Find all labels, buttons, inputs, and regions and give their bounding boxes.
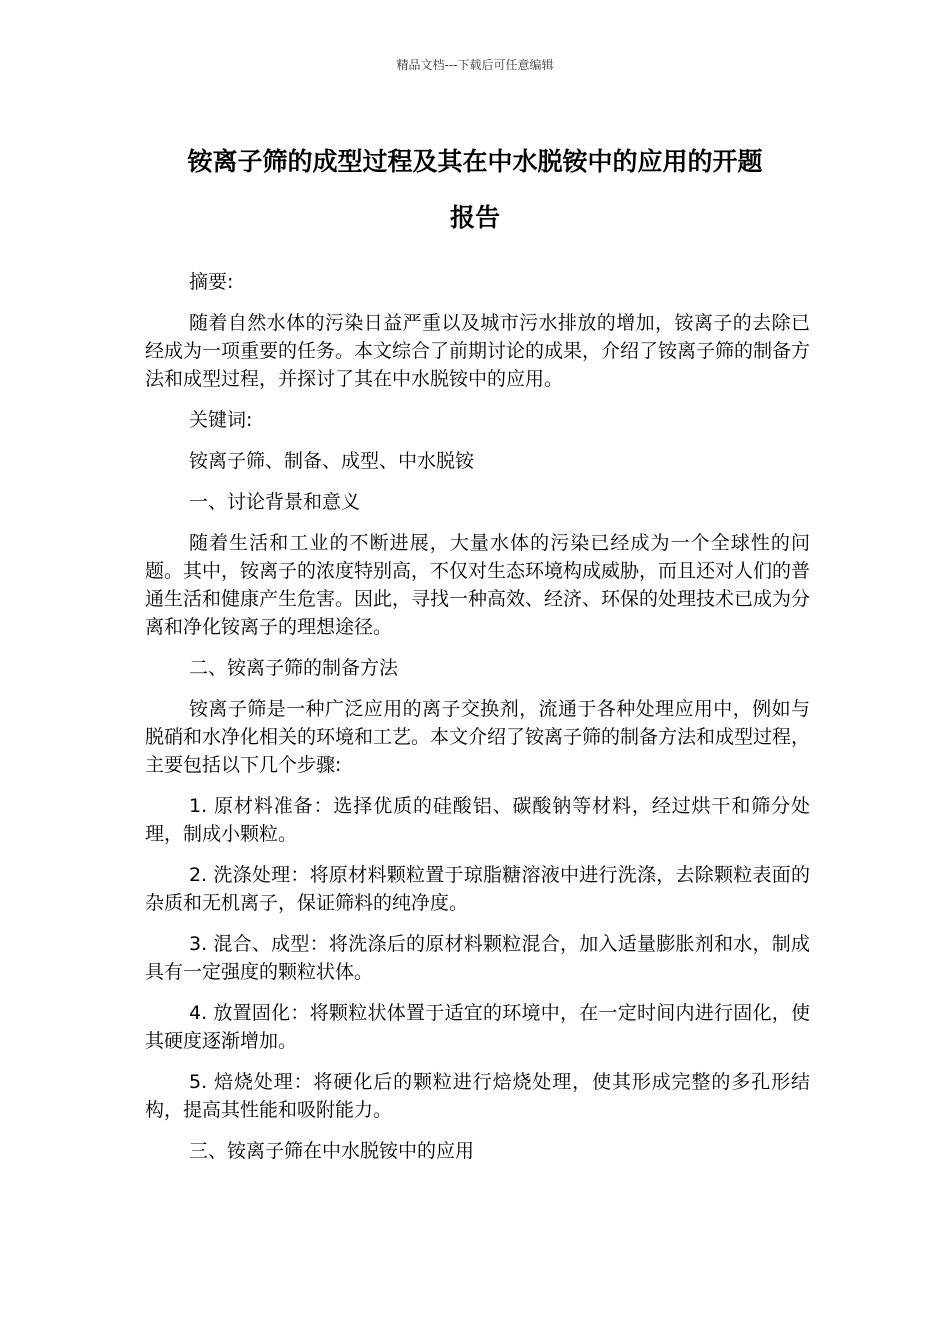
keywords-list: 铵离子筛、制备、成型、中水脱铵 (189, 450, 475, 472)
step-1-paragraph: 1. 原材料准备：选择优质的硅酸铝、碳酸钠等材料，经过烘干和筛分处理，制成小颗粒。 (145, 795, 810, 845)
keywords-label: 关键词: (189, 409, 253, 431)
step-2-paragraph: 2. 洗涤处理：将原材料颗粒置于琼脂糖溶液中进行洗涤，去除颗粒表面的杂质和无机离子，保证筛料的纯净度。 (145, 864, 810, 914)
step-5-paragraph: 5. 焙烧处理：将硬化后的颗粒进行焙烧处理，使其形成完整的多孔形结构，提高其性能和吸附能力。 (145, 1071, 810, 1121)
abstract-paragraph: 随着自然水体的污染日益严重以及城市污水排放的增加，铵离子的去除已经成为一项重要的任务。本文综合了前期讨论的成果，介绍了铵离子筛的制备方法和成型过程，并探讨了其在中水脱铵中的应用。 (145, 312, 811, 390)
title-line-1: 铵离子筛的成型过程及其在中水脱铵中的应用的开题 (187, 147, 763, 176)
title-line-2: 报告 (449, 203, 500, 232)
header-note: 精品文档---下载后可任意编辑 (396, 58, 554, 72)
document-body (145, 268, 810, 1178)
section-heading-3: 三、铵离子筛在中水脱铵中的应用 (189, 1140, 475, 1162)
document-title (130, 134, 820, 246)
abstract-label: 摘要: (189, 271, 234, 293)
step-3-paragraph: 3. 混合、成型：将洗涤后的原材料颗粒混合，加入适量膨胀剂和水，制成具有一定强度的颗粒状体。 (145, 933, 810, 983)
section-heading-1: 一、讨论背景和意义 (189, 491, 361, 513)
method-intro-paragraph: 铵离子筛是一种广泛应用的离子交换剂，流通于各种处理应用中，例如与脱硝和水净化相关的环境和工艺。本文介绍了铵离子筛的制备方法和成型过程，主要包括以下几个步骤: (145, 698, 811, 776)
section-heading-2: 二、铵离子筛的制备方法 (189, 657, 399, 679)
background-paragraph: 随着生活和工业的不断进展，大量水体的污染已经成为一个全球性的问题。其中，铵离子的浓度特别高，不仅对生态环境构成威胁，而且还对人们的普通生活和健康产生危害。因此，寻找一种高效、经济、环保的处理技术已成为分离和净化铵离子的理想途径。 (145, 532, 811, 638)
step-4-paragraph: 4. 放置固化：将颗粒状体置于适宜的环境中，在一定时间内进行固化，使其硬度逐渐增加。 (145, 1002, 810, 1052)
